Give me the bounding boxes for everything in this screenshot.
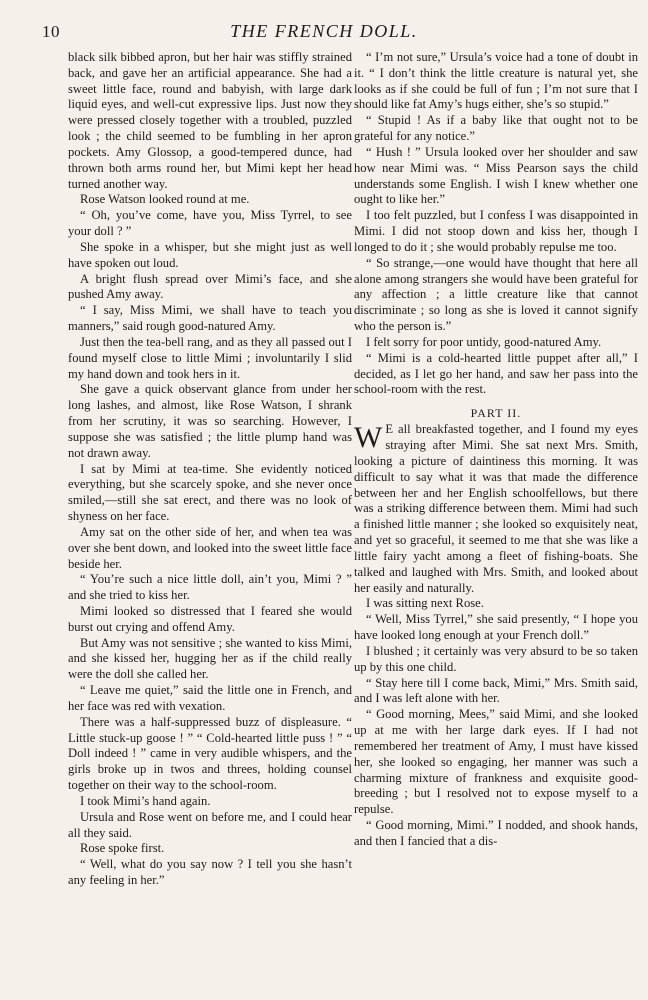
paragraph: Amy sat on the other side of her, and when tea was over she bent down, and looked into the sweet little face beside her. bbox=[68, 524, 352, 571]
paragraph: “ Well, Miss Tyrrel,” she said presently, “ I hope you have looked long enough at your French doll.” bbox=[354, 612, 638, 643]
paragraph: I sat by Mimi at tea-time. She evidently noticed everything, but she scarcely spoke, and she never once smiled,—still she sat erect, and there was no look of shyness on her face. bbox=[68, 461, 352, 524]
paragraph: “ Stupid ! As if a baby like that ought not to be grateful for any notice.” bbox=[354, 113, 638, 144]
paragraph: She gave a quick observant glance from under her long lashes, and almost, like Rose Watson, I shrank from her scrutiny, it was so searching. However, I suppose she was satisfied ; the little plump hand was not drawn away. bbox=[68, 382, 352, 460]
paragraph: Mimi looked so distressed that I feared she would burst out crying and offend Amy. bbox=[68, 603, 352, 634]
paragraph: There was a half-suppressed buzz of displeasure. “ Little stuck-up goose ! ” “ Cold-hearted little puss ! ” “ Doll indeed ! ” came in very audible whispers, and the girls broke up in twos and threes, holding counsel together on their way to the school-room. bbox=[68, 714, 352, 793]
paragraph: “ I say, Miss Mimi, we shall have to teach you manners,” said rough good-natured Amy. bbox=[68, 303, 352, 334]
paragraph: I blushed ; it certainly was very absurd to be so taken up by this one child. bbox=[354, 643, 638, 674]
paragraph: I took Mimi’s hand again. bbox=[80, 793, 211, 808]
paragraph: “ So strange,—one would have thought that here all alone among strangers she would have been grateful for any affection ; a little creature like that cannot discriminate ; so long as she is loved it cannot signify who the person is.” bbox=[354, 255, 638, 334]
paragraph: “ You’re such a nice little doll, ain’t you, Mimi ? ” and she tried to kiss her. bbox=[68, 572, 352, 603]
paragraph: “ Hush ! ” Ursula looked over her shoulder and saw how near Mimi was. “ Miss Pearson says the child understands some English. I wish I knew whether one ought to like her.” bbox=[354, 144, 638, 207]
paragraph: “ Stay here till I come back, Mimi,” Mrs. Smith said, and I was left alone with her. bbox=[354, 675, 638, 706]
dropcap-paragraph bbox=[354, 422, 638, 596]
paragraph: But Amy was not sensitive ; she wanted to kiss Mimi, and she kissed her, hugging her as if the child really were the doll she called her. bbox=[68, 635, 352, 682]
paragraph: black silk bibbed apron, but her hair was stiffly strained back, and gave her an artificial appearance. She had a sweet little face, round and babyish, with large dark liquid eyes, and well-cut expressive lips. Just now they were pressed closely together with a troubled, puzzled look ; the child seemed to be fumbling in her apron pockets. Amy Glossop, a good-tempered dunce, had thrown both arms round her, but Mimi kept her head turned another way. bbox=[68, 50, 352, 191]
page-number: 10 bbox=[42, 22, 60, 41]
paragraph: Ursula and Rose went on before me, and I could hear all they said. bbox=[68, 809, 352, 840]
left-column bbox=[68, 50, 352, 889]
paragraph: “ Good morning, Mees,” said Mimi, and she looked up at me with her large dark eyes. If I had not remembered her treatment of Amy, I must have kissed her, she looked so engaging, her manner was such a charming mixture of frankness and exquisite good-breeding ; but I resolved not to expose myself to a repulse. bbox=[354, 707, 638, 817]
paragraph: Rose spoke first. bbox=[80, 841, 165, 856]
paragraph: I too felt puzzled, but I confess I was disappointed in Mimi. I did not stoop down and kiss her, though I longed to do it ; she would probably repulse me too. bbox=[354, 208, 638, 254]
paragraph: A bright flush spread over Mimi’s face, and she pushed Amy away. bbox=[68, 271, 352, 302]
section-heading: PART II. bbox=[470, 406, 522, 421]
paragraph: “ Good morning, Mimi.” I nodded, and shook hands, and then I fancied that a dis- bbox=[354, 818, 638, 848]
paragraph: Rose Watson looked round at me. bbox=[80, 192, 250, 207]
paragraph: “ Leave me quiet,” said the little one in French, and her face was red with vexation. bbox=[68, 683, 352, 713]
drop-cap: W bbox=[354, 421, 383, 455]
running-title: THE FRENCH DOLL. bbox=[230, 21, 418, 41]
paragraph: I was sitting next Rose. bbox=[366, 596, 484, 611]
paragraph: “ Oh, you’ve come, have you, Miss Tyrrel, to see your doll ? ” bbox=[68, 208, 352, 239]
paragraph: “ I’m not sure,” Ursula’s voice had a tone of doubt in it. “ I don’t think the little creature is natural yet, she looks as if she could be full of fun ; I’m not sure that I should like fat Amy’s hugs either, she’s so stupid.” bbox=[354, 50, 638, 112]
right-column bbox=[354, 50, 638, 850]
page-header bbox=[38, 20, 610, 46]
paragraph: She spoke in a whisper, but she might just as well have spoken out loud. bbox=[68, 239, 352, 270]
paragraph: I felt sorry for poor untidy, good-natured Amy. bbox=[366, 334, 602, 349]
dropcap-paragraph-text: E all breakfasted together, and I found my eyes straying after Mimi. She sat next Mrs. Smith, looking a picture of daintiness this morning. It was difficult to say what it was that made the difference between her and her English schoolfellows, but there was a striking difference between them. Mimi had such a finished little manner ; she looked so exquisitely neat, and yet so graceful, it seemed to me that she was like a little fairy yacht among a fleet of fishing-boats. She talked and laughed with Mrs. Smith, and looked about her easily and naturally. bbox=[354, 422, 638, 595]
paragraph: “ Mimi is a cold-hearted little puppet after all,” I decided, as I let go her hand, and saw her pass into the school-room with the rest. bbox=[354, 350, 638, 397]
paragraph: Just then the tea-bell rang, and as they all passed out I found myself close to little Mimi ; involuntarily I slid my hand down and took hers in it. bbox=[68, 334, 352, 381]
paragraph: “ Well, what do you say now ? I tell you she hasn’t any feeling in her.” bbox=[68, 857, 352, 888]
